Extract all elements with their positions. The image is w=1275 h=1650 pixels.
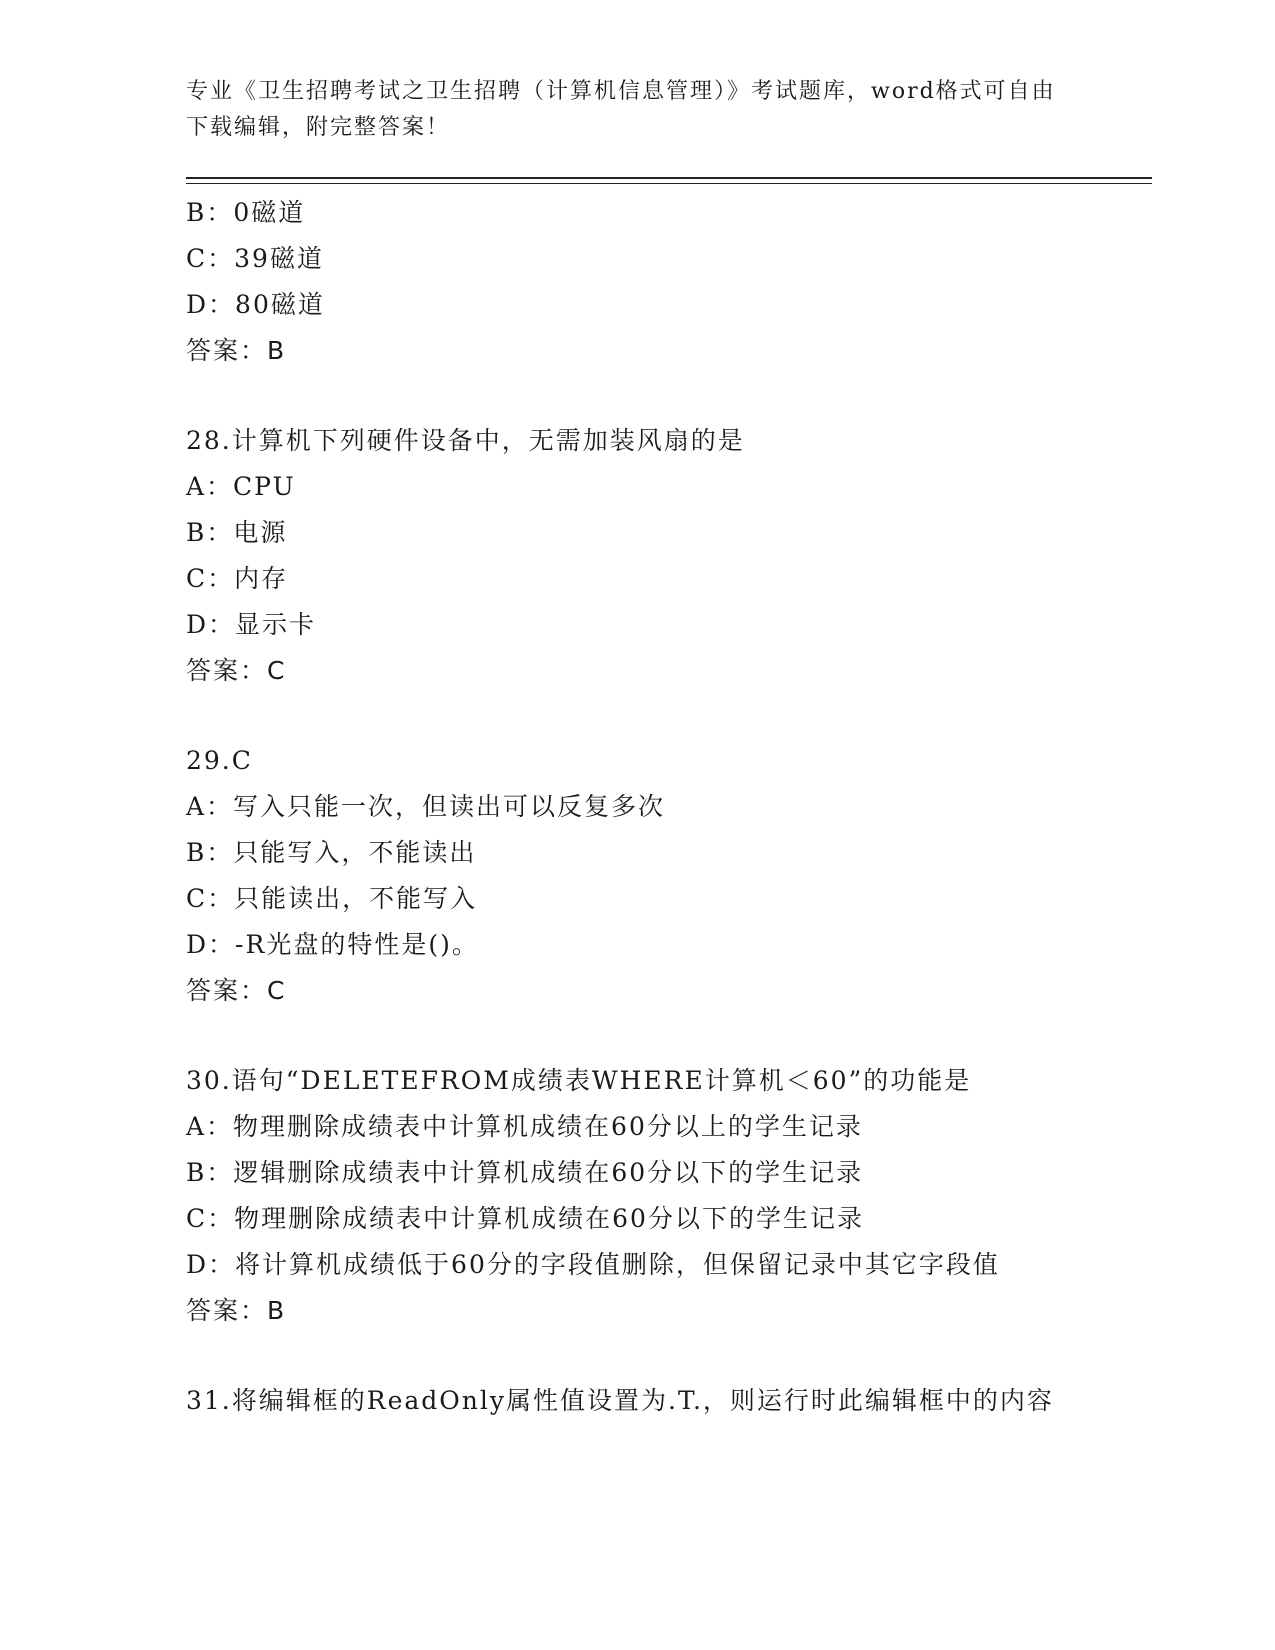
- answer-line: 答案：B: [186, 336, 287, 365]
- option-line: B：逻辑删除成绩表中计算机成绩在60分以下的学生记录: [186, 1158, 864, 1187]
- answer-line: 答案：C: [186, 976, 287, 1005]
- spacer: [186, 374, 1152, 418]
- spacer: [186, 1334, 1152, 1378]
- option-line: D：80磁道: [186, 290, 325, 319]
- option-line: C：内存: [186, 564, 289, 593]
- option-line: B：只能写入，不能读出: [186, 838, 477, 867]
- option-line: B：0磁道: [186, 198, 306, 227]
- option-line: D：显示卡: [186, 610, 317, 639]
- question-stem: 29.C: [186, 746, 253, 775]
- header-rule-thin: [186, 183, 1152, 184]
- answer-line: 答案：C: [186, 656, 287, 685]
- question-stem: 30.语句“DELETEFROM成绩表WHERE计算机＜60”的功能是: [186, 1066, 972, 1095]
- answer-line: 答案：B: [186, 1296, 287, 1325]
- option-line: A：写入只能一次，但读出可以反复多次: [186, 792, 666, 821]
- question-stem: 31.将编辑框的ReadOnly属性值设置为.T.，则运行时此编辑框中的内容: [186, 1386, 1054, 1415]
- question-stem: 28.计算机下列硬件设备中，无需加装风扇的是: [186, 426, 745, 455]
- option-line: D：将计算机成绩低于60分的字段值删除，但保留记录中其它字段值: [186, 1250, 1000, 1279]
- header-rule-thick: [186, 177, 1152, 179]
- option-line: D：-R光盘的特性是()。: [186, 930, 479, 959]
- option-line: B：电源: [186, 518, 288, 547]
- option-line: C：39磁道: [186, 244, 324, 273]
- option-line: C：只能读出，不能写入: [186, 884, 478, 913]
- option-line: A：CPU: [186, 472, 296, 501]
- document-header: 专业《卫生招聘考试之卫生招聘（计算机信息管理）》考试题库，word格式可自由下载编辑，附完整答案！: [186, 79, 1056, 140]
- option-line: A：物理删除成绩表中计算机成绩在60分以上的学生记录: [186, 1112, 863, 1141]
- spacer: [186, 1014, 1152, 1058]
- question-content: [186, 190, 1152, 1424]
- option-line: C：物理删除成绩表中计算机成绩在60分以下的学生记录: [186, 1204, 864, 1233]
- spacer: [186, 694, 1152, 738]
